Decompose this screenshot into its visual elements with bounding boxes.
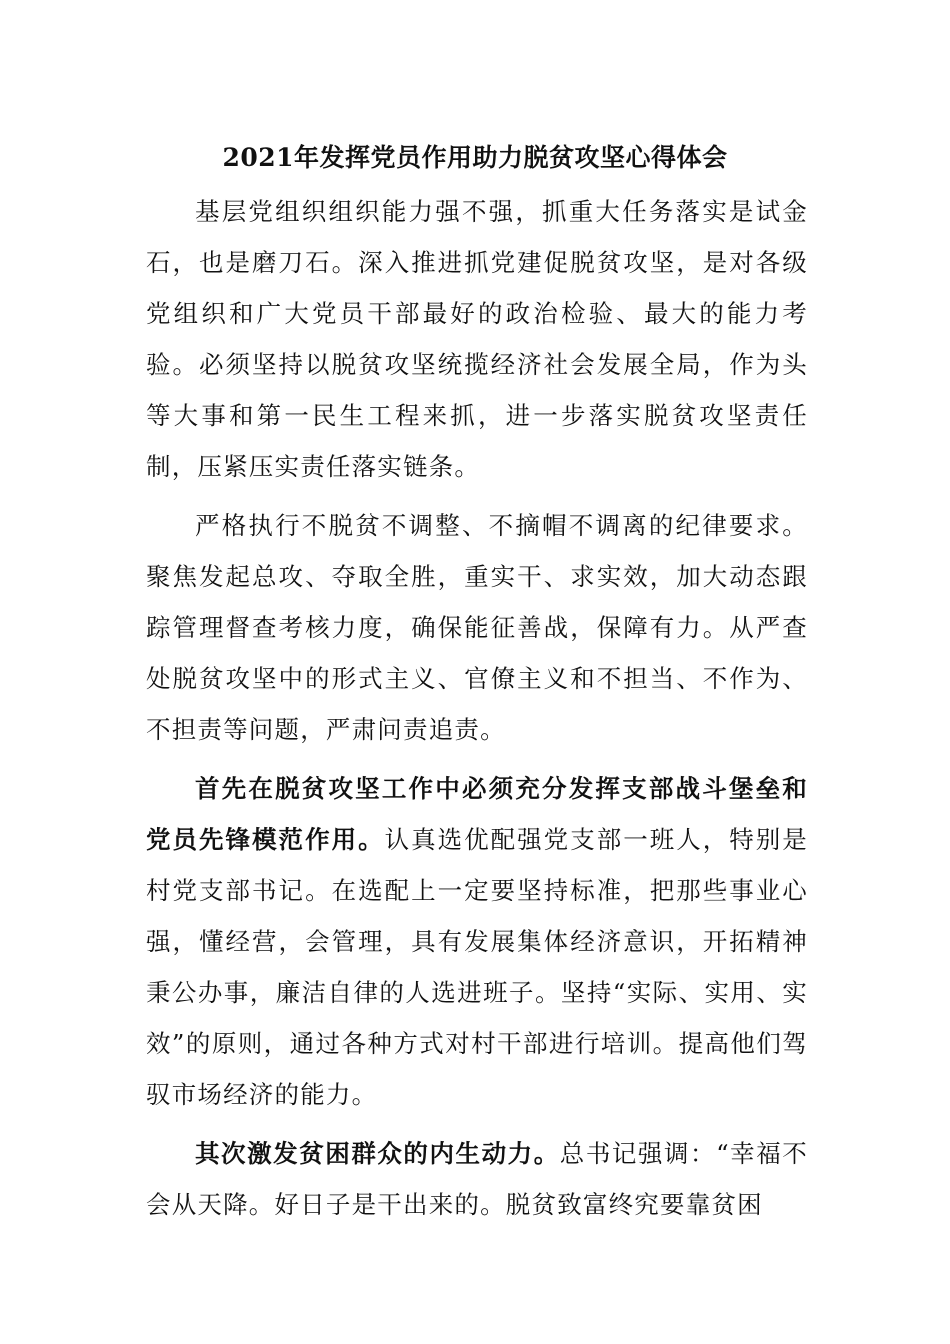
paragraph-3-text: 认真选优配强党支部一班人，特别是村党支部书记。在选配上一定要坚持标准，把那些事业心强，懂经营，会管理，具有发展集体经济意识，开拓精神秉公办事，廉洁自律的人选进班子。坚持“实际、实用、实效”的原则，通过各种方式对村干部进行培训。提高他们驾驭市场经济的能力。 bbox=[146, 825, 808, 1109]
paragraph-4-text: 总书记强调：“幸福不会从天降。好日子是干出来的。脱贫致富终究要靠贫困 bbox=[146, 1139, 808, 1219]
document-title: 2021年发挥党员作用助力脱贫攻坚心得体会 bbox=[222, 143, 728, 172]
paragraph-1 bbox=[146, 186, 808, 492]
paragraph-3 bbox=[146, 763, 808, 1120]
paragraph-4 bbox=[146, 1128, 808, 1230]
paragraph-2 bbox=[146, 500, 808, 755]
paragraph-1-text: 基层党组织组织能力强不强，抓重大任务落实是试金石，也是磨刀石。深入推进抓党建促脱贫攻坚，是对各级党组织和广大党员干部最好的政治检验、最大的能力考验。必须坚持以脱贫攻坚统揽经济社会发展全局，作为头等大事和第一民生工程来抓，进一步落实脱贫攻坚责任制，压紧压实责任落实链条。 bbox=[146, 197, 808, 481]
paragraph-4-lead: 其次激发贫困群众的内生动力。 bbox=[195, 1139, 560, 1168]
paragraph-3-lead: 首先在脱贫攻坚工作中必须充分发挥支部战斗堡垒和党员先锋模范作用。 bbox=[146, 774, 808, 854]
paragraph-2-text: 严格执行不脱贫不调整、不摘帽不调离的纪律要求。聚焦发起总攻、夺取全胜，重实干、求实效，加大动态跟踪管理督查考核力度，确保能征善战，保障有力。从严查处脱贫攻坚中的形式主义、官僚主义和不担当、不作为、不担责等问题，严肃问责追责。 bbox=[146, 511, 808, 744]
document-body bbox=[146, 186, 808, 1230]
